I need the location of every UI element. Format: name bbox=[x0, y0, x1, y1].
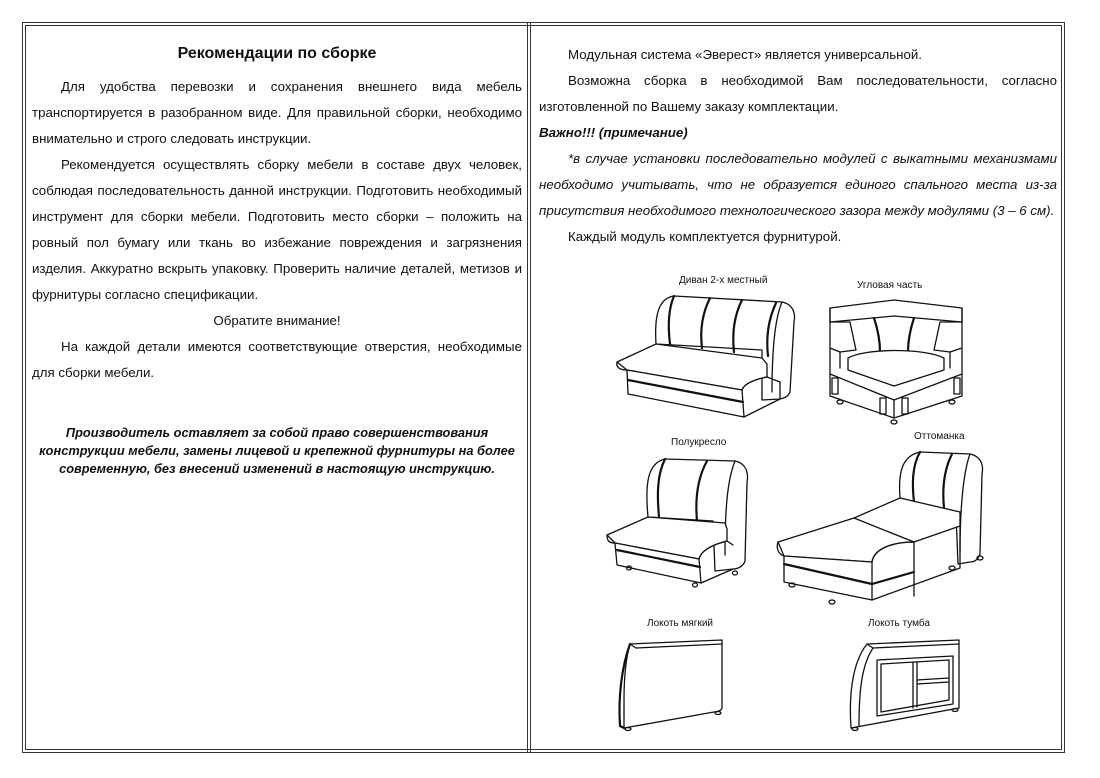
modular-system-paragraph: Модульная система «Эверест» является универсальной. bbox=[568, 47, 923, 62]
recommendation-paragraph: Рекомендуется осуществлять сборку мебели в составе двух человек, соблюдая последовательность данной инструкции. Подготовить необходимый инструмент для сборки мебели. Подготовить место сборки – положить на ровный пол бумагу или ткань во избежание повреждения и загрязнения изделия. Аккуратно вскрыть упаковку. Проверить наличие деталей, метизов и фурнитуры согласно спецификации. bbox=[32, 157, 522, 302]
ottoman-label: Оттоманка bbox=[914, 431, 965, 442]
sofa-two-seat-drawing-icon bbox=[612, 292, 797, 422]
soft-armrest-label: Локоть мягкий bbox=[647, 618, 714, 629]
fittings-paragraph: Каждый модуль комплектуется фурнитурой. bbox=[568, 229, 842, 244]
attention-text: На каждой детали имеются соответствующие отверстия, необходимые для сборки мебели. bbox=[32, 339, 522, 380]
left-column bbox=[32, 26, 522, 478]
half-chair-drawing-icon bbox=[605, 455, 750, 590]
sofa-label: Диван 2-х местный bbox=[679, 275, 768, 286]
column-divider bbox=[527, 22, 531, 753]
corner-label: Угловая часть bbox=[857, 280, 923, 291]
intro-paragraph: Для удобства перевозки и сохранения внешнего вида мебель транспортируется в разобранном виде. Для правильной сборки, необходимо внимательно и строго следовать инструкции. bbox=[32, 79, 522, 146]
half-chair-label: Полукресло bbox=[671, 437, 727, 448]
manufacturer-notice: Производитель оставляет за собой право совершенствования конструкции мебели, замены лицевой и крепежной фурнитуры на более современную, без внесений изменений в настоящую инструкцию. bbox=[39, 425, 515, 476]
page-title: Рекомендации по сборке bbox=[177, 45, 377, 62]
ottoman-drawing-icon bbox=[774, 450, 986, 610]
important-note: *в случае установки последовательно модулей с выкатными механизмами необходимо учитывать, что не образуется единого спального места из-за присутствия необходимого технологического зазора между модулями (3 – 6 см). bbox=[539, 151, 1057, 218]
corner-section-drawing-icon bbox=[826, 300, 966, 428]
right-column bbox=[539, 26, 1057, 250]
cabinet-armrest-label: Локоть тумба bbox=[868, 618, 930, 629]
attention-heading: Обратите внимание! bbox=[213, 313, 341, 328]
assembly-order-paragraph: Возможна сборка в необходимой Вам последовательности, согласно изготовленной по Вашему заказу комплектации. bbox=[539, 73, 1057, 114]
cabinet-armrest-drawing-icon bbox=[843, 640, 963, 732]
important-heading: Важно!!! (примечание) bbox=[539, 125, 688, 140]
soft-armrest-drawing-icon bbox=[614, 640, 736, 730]
